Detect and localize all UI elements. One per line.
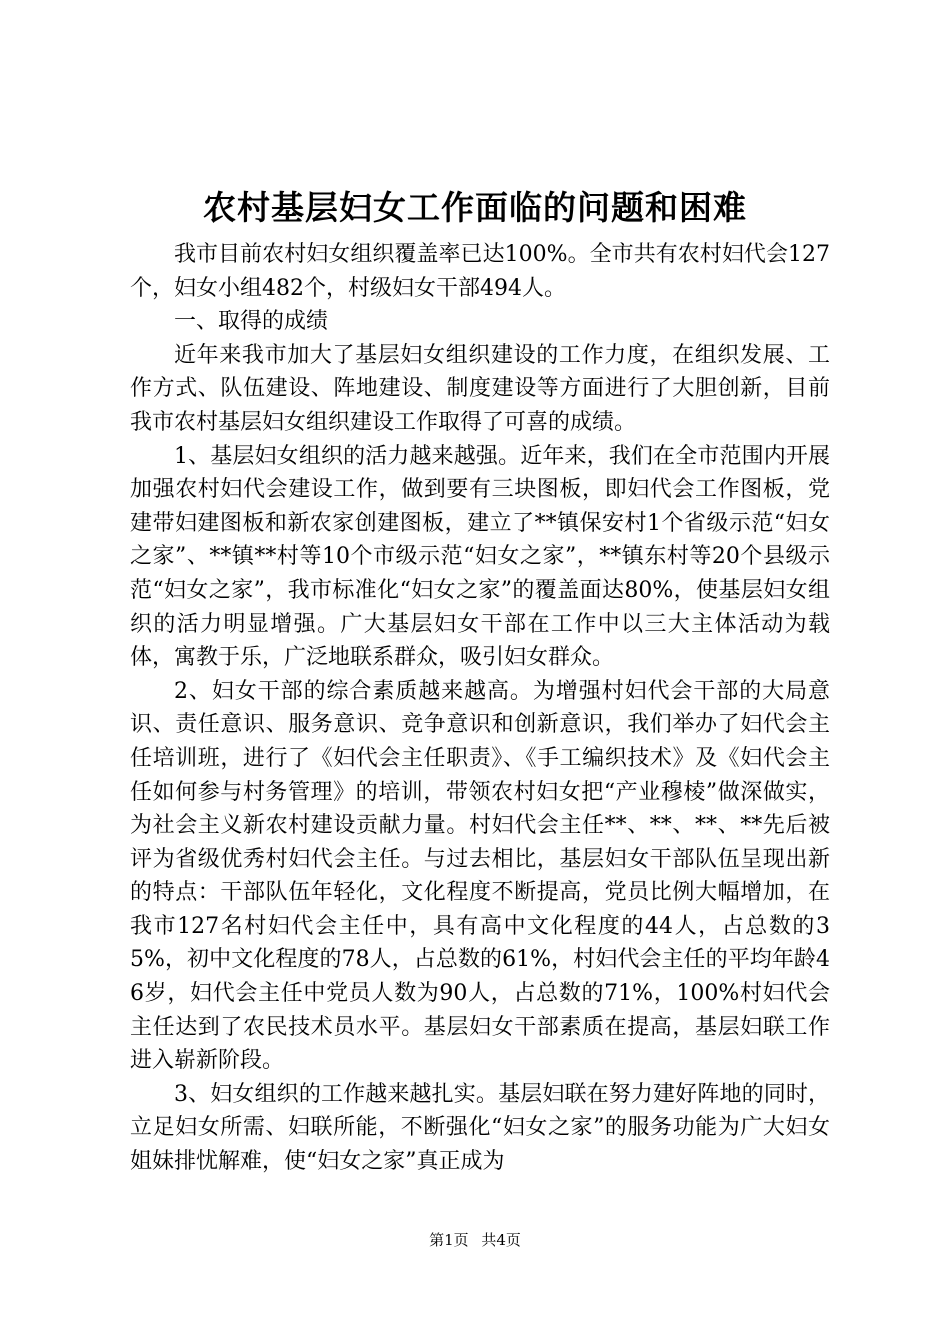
paragraph-point-1: 1、基层妇女组织的活力越来越强。近年来，我们在全市范围内开展加强农村妇代会建设工作，做到要有三块图板，即妇代会工作图板，党建带妇建图板和新农家创建图板，建立了**镇保安村1个省级示范“妇女之家”、**镇**村等10个市级示范“妇女之家”，**镇东村等20个县级示范“妇女之家”，我市标准化“妇女之家”的覆盖面达80%，使基层妇女组织的活力明显增强。广大基层妇女干部在工作中以三大主体活动为载体，寓教于乐，广泛地联系群众，吸引妇女群众。: [130, 443, 830, 671]
paragraph-point-2: 2、妇女干部的综合素质越来越高。为增强村妇代会干部的大局意识、责任意识、服务意识、竞争意识和创新意识，我们举办了妇代会主任培训班，进行了《妇代会主任职责》、《手工编织技术》及《妇代会主任如何参与村务管理》的培训，带领农村妇女把“产业穆棱”做深做实，为社会主义新农村建设贡献力量。村妇代会主任**、**、**、**先后被评为省级优秀村妇代会主任。与过去相比，基层妇女干部队伍呈现出新的特点：干部队伍年轻化，文化程度不断提高，党员比例大幅增加，在我市127名村妇代会主任中，具有高中文化程度的44人，占总数的35%，初中文化程度的78人，占总数的61%，村妇代会主任的平均年龄46岁，妇代会主任中党员人数为90人，占总数的71%，100%村妇代会主任达到了农民技术员水平。基层妇女干部素质在提高，基层妇联工作进入崭新阶段。: [130, 678, 830, 1074]
page-footer: [0, 1230, 950, 1250]
paragraph-intro: 我市目前农村妇女组织覆盖率已达100%。全市共有农村妇代会127个，妇女小组482个，村级妇女干部494人。: [130, 242, 830, 301]
document-body: [130, 238, 830, 1179]
document-title: 农村基层妇女工作面临的问题和困难: [203, 188, 747, 227]
section-heading-achievements: 一、取得的成绩: [174, 309, 329, 335]
paragraph-point-3: 3、妇女组织的工作越来越扎实。基层妇联在努力建好阵地的同时，立足妇女所需、妇联所能，不断强化“妇女之家”的服务功能为广大妇女姐妹排忧解难，使“妇女之家”真正成为: [130, 1081, 830, 1175]
page-number: 第1页: [429, 1231, 469, 1249]
paragraph-overview: 近年来我市加大了基层妇女组织建设的工作力度，在组织发展、工作方式、队伍建设、阵地建设、制度建设等方面进行了大胆创新，目前我市农村基层妇女组织建设工作取得了可喜的成绩。: [130, 342, 830, 435]
page-total: 共4页: [481, 1231, 521, 1249]
